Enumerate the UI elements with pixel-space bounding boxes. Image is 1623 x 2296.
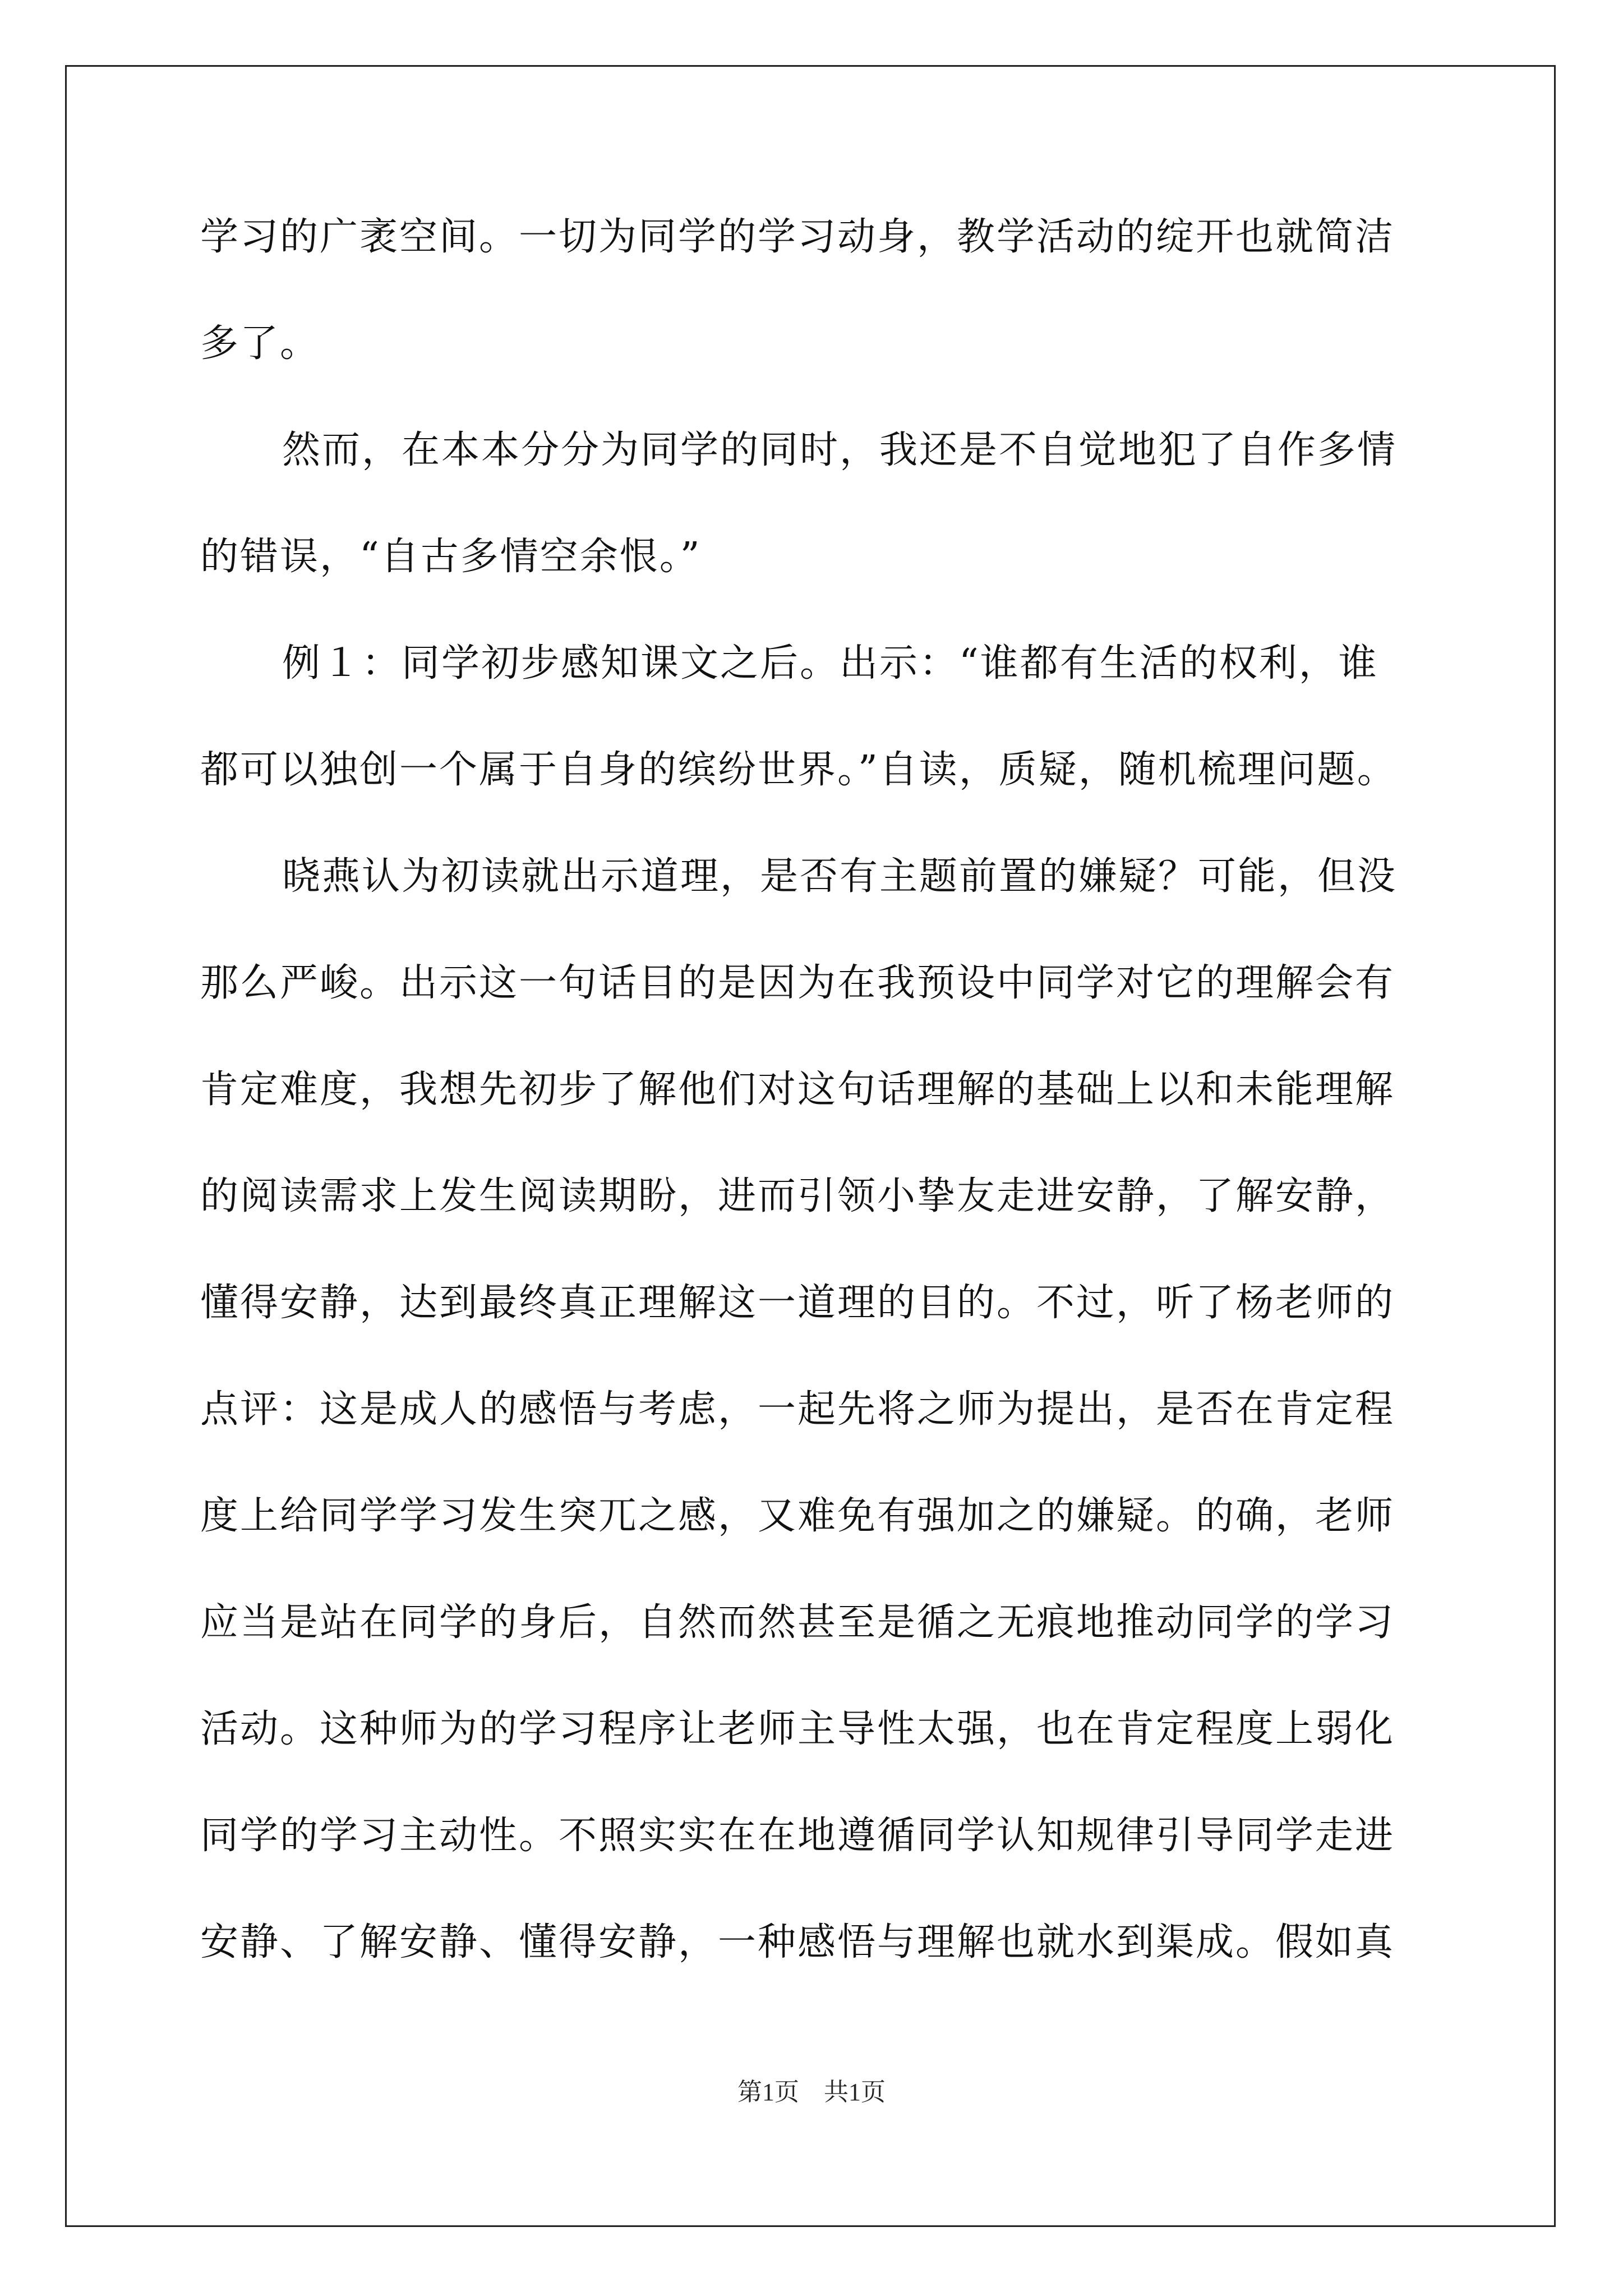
page-border bbox=[65, 65, 1556, 2227]
text-line: 学习的广袤空间。一切为同学的学习动身，教学活动的绽开也就简洁 bbox=[200, 215, 1395, 259]
text-line: 应当是站在同学的身后，自然而然甚至是循之无痕地推动同学的学习 bbox=[200, 1600, 1395, 1645]
text-line: 同学的学习主动性。不照实实在在地遵循同学认知规律引导同学走进 bbox=[200, 1814, 1395, 1858]
text-line: 肯定难度，我想先初步了解他们对这句话理解的基础上以和未能理解 bbox=[200, 1068, 1395, 1112]
text-line: 安静、了解安静、懂得安静，一种感悟与理解也就水到渠成。假如真 bbox=[200, 1920, 1395, 1964]
text-line: 懂得安静，达到最终真正理解这一道理的目的。不过，听了杨老师的 bbox=[200, 1281, 1395, 1325]
text-line: 的阅读需求上发生阅读期盼，进而引领小挚友走进安静，了解安静， bbox=[200, 1174, 1395, 1218]
text-line: 多了。 bbox=[200, 321, 320, 366]
text-line: 那么严峻。出示这一句话目的是因为在我预设中同学对它的理解会有 bbox=[200, 961, 1395, 1005]
text-line: 的错误，“自古多情空余恨。” bbox=[200, 535, 702, 579]
text-line: 度上给同学学习发生突兀之感，又难免有强加之的嫌疑。的确，老师 bbox=[200, 1494, 1395, 1538]
page-footer: 第1页 共1页 bbox=[737, 2078, 886, 2106]
paragraph-start: 晓燕认为初读就出示道理，是否有主题前置的嫌疑？可能，但没 bbox=[282, 854, 1398, 899]
text-line: 都可以独创一个属于自身的缤纷世界。”自读，质疑，随机梳理问题。 bbox=[200, 748, 1397, 792]
paragraph-start: 然而，在本本分分为同学的同时，我还是不自觉地犯了自作多情 bbox=[282, 428, 1398, 472]
paragraph-start: 例１：同学初步感知课文之后。出示：“谁都有生活的权利，谁 bbox=[282, 641, 1378, 685]
text-line: 点评：这是成人的感悟与考虑，一起先将之师为提出，是否在肯定程 bbox=[200, 1387, 1395, 1432]
text-line: 活动。这种师为的学习程序让老师主导性太强，也在肯定程度上弱化 bbox=[200, 1707, 1395, 1751]
